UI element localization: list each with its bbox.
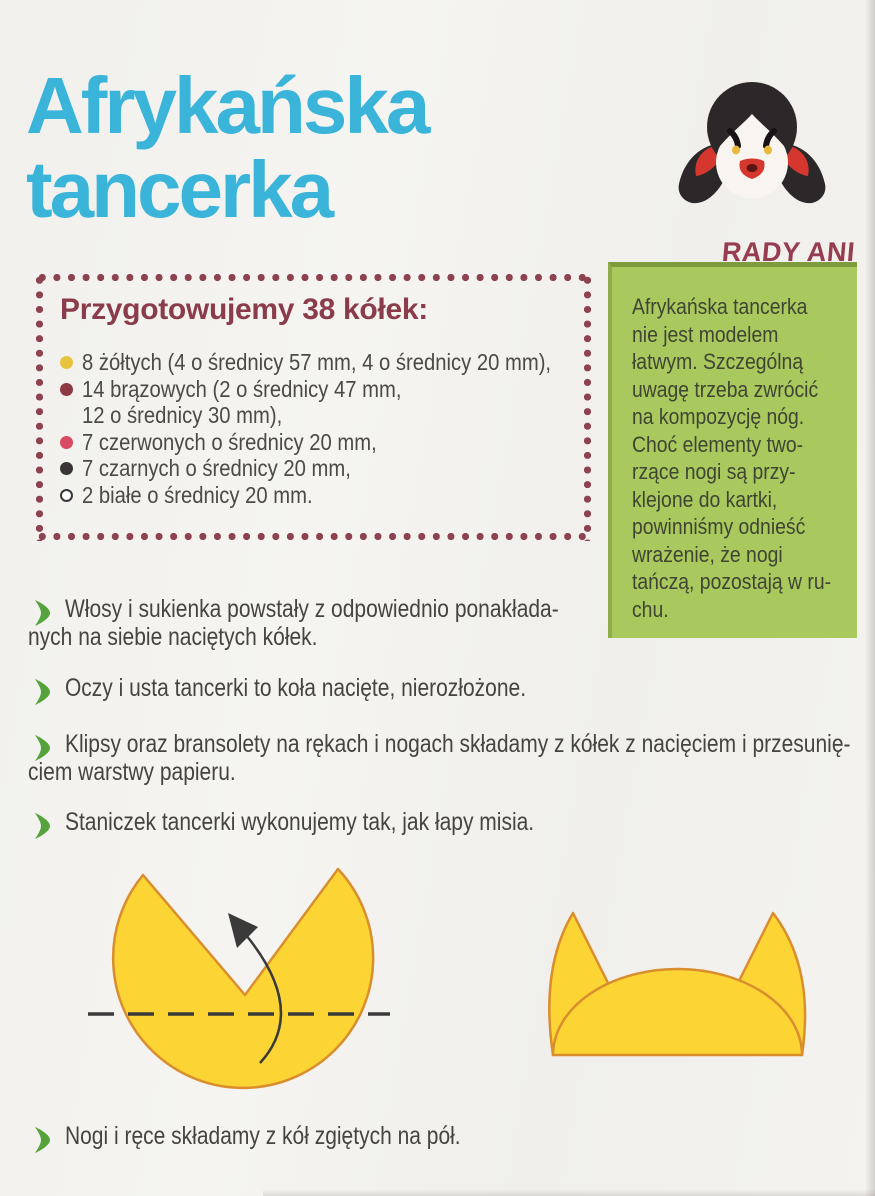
scan-edge-shadow: [865, 0, 875, 1196]
folded-circle-diagram: [538, 898, 853, 1068]
dotted-border-top: [35, 273, 592, 282]
white-dot-icon: [60, 489, 73, 502]
eye-accent-left: [732, 146, 740, 155]
material-item: 7 czarnych o średnicy 20 mm,: [60, 455, 660, 482]
dotted-border-bottom: [35, 532, 592, 541]
material-item: 7 czerwonych o średnicy 20 mm,: [60, 429, 660, 456]
step-legs-arms: Nogi i ręce składamy z kół zgiętych na pół.: [28, 1123, 875, 1151]
material-item: 14 brązowych (2 o średnicy 47 mm, 12 o średnicy 30 mm),: [60, 376, 660, 429]
tips-box: [608, 262, 857, 638]
scan-edge-shadow: [263, 1189, 875, 1196]
material-item: 8 żółtych (4 o średnicy 57 mm, 4 o średnicy 20 mm),: [60, 349, 660, 376]
dotted-border-left: [35, 273, 44, 541]
materials-heading: Przygotowujemy 38 kółek:: [60, 293, 428, 326]
step-bodice: Staniczek tancerki wykonujemy tak, jak łapy misia.: [28, 809, 875, 837]
material-item: 2 białe o średnicy 20 mm.: [60, 482, 660, 509]
notched-circle-shape: [113, 869, 373, 1088]
black-dot-icon: [60, 462, 73, 475]
eye-accent-right: [764, 146, 772, 155]
tips-text: Afrykańska tancerka nie jest modelem łatwym. Szczególną uwagę trzeba zwrócić na kompozycję nóg. Choć elementy two- rzące nogi są przy- klejone do kartki, powinniśmy odnieść wrażenie, że nogi tańczą, pozostają w ru- chu.: [632, 294, 832, 622]
mouth-inner: [747, 164, 758, 172]
step-clips-bracelets: Klipsy oraz bransolety na rękach i nogach składamy z kółek z nacięciem i przesunię- ciem warstwy papieru.: [28, 730, 851, 786]
dancer-head-illustration: [672, 76, 852, 224]
tips-label: RADY ANI: [720, 237, 857, 267]
step-hair-dress: Włosy i sukienka powstały z odpowiednio ponakłada- nych na siebie naciętych kółek.: [28, 595, 559, 651]
yellow-dot-icon: [60, 356, 73, 369]
brown-dot-icon: [60, 383, 73, 396]
step-eyes-mouth: Oczy i usta tancerki to koła nacięte, nierozłożone.: [28, 675, 875, 703]
red-dot-icon: [60, 436, 73, 449]
page-title: Afrykańska tancerka: [26, 61, 428, 234]
notched-circle-diagram: [78, 853, 398, 1128]
materials-list: [60, 349, 660, 508]
materials-box: [35, 273, 592, 541]
